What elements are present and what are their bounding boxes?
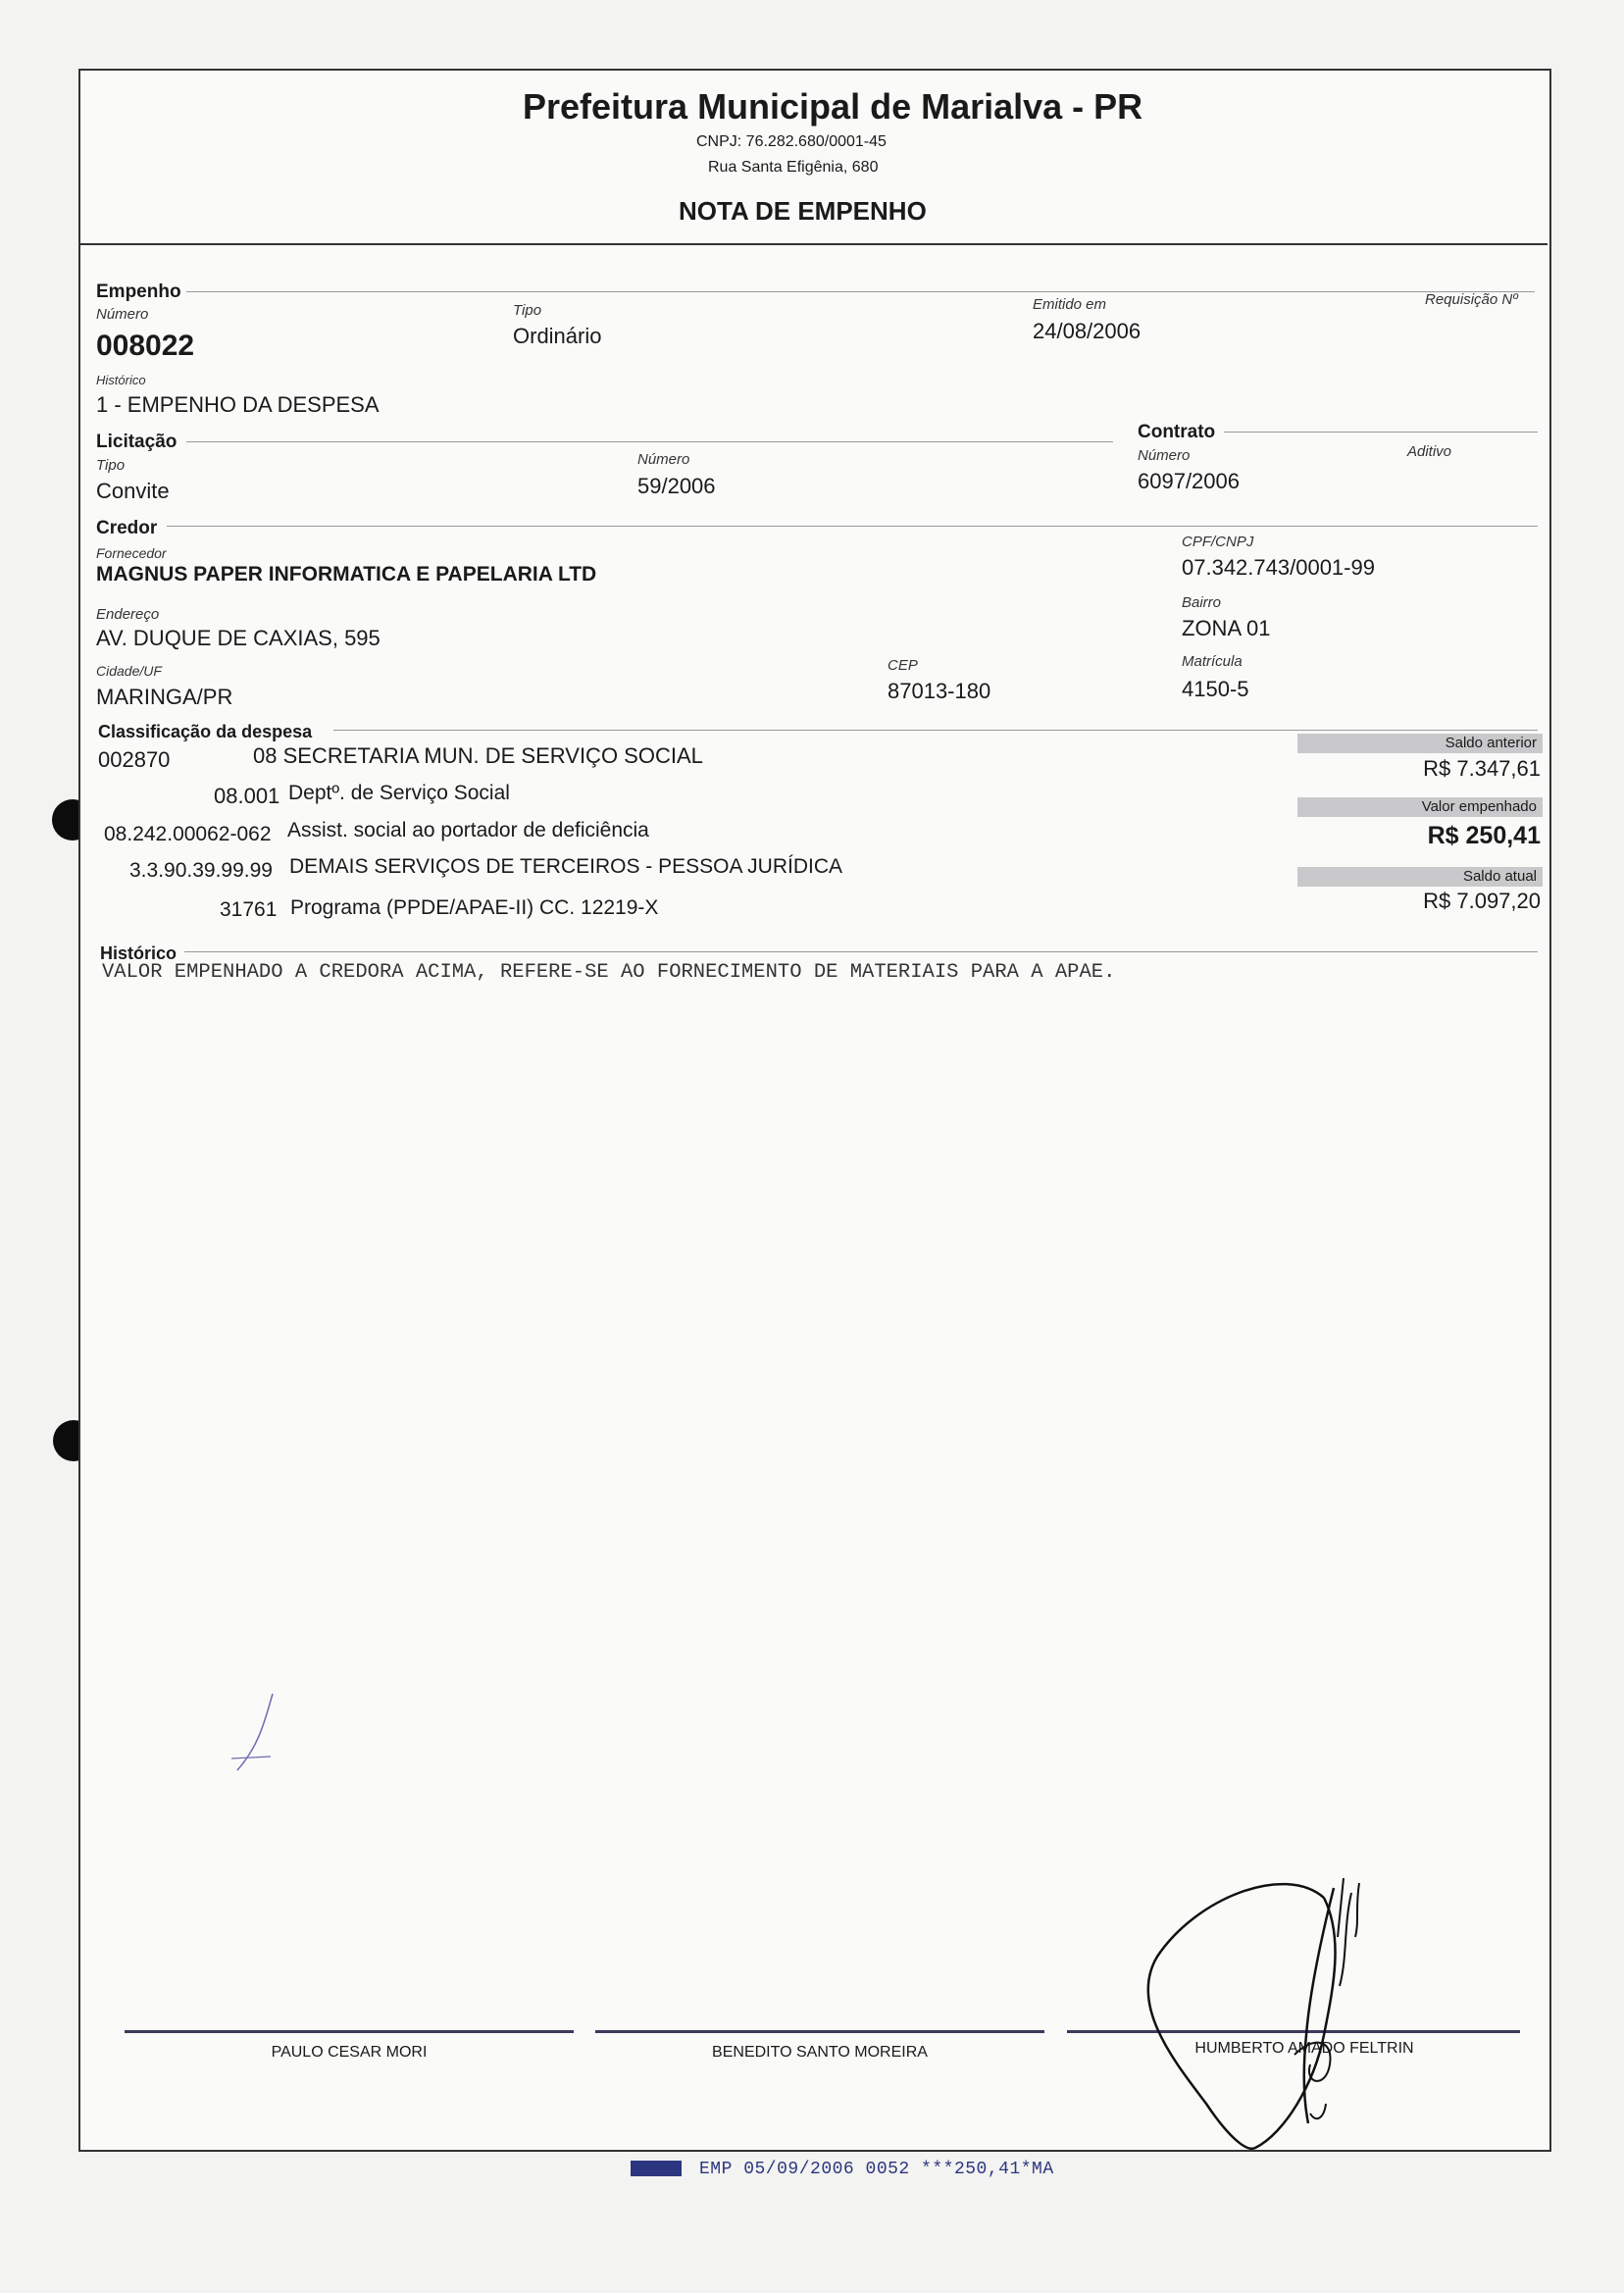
matricula-label: Matrícula: [1182, 653, 1243, 670]
endereco-label: Endereço: [96, 606, 160, 623]
licitacao-tipo-label: Tipo: [96, 457, 126, 474]
contrato-numero-label: Número: [1138, 447, 1191, 464]
endereco-value: AV. DUQUE DE CAXIAS, 595: [96, 626, 381, 650]
empenho-rule: [186, 291, 1535, 292]
licitacao-section-title: Licitação: [96, 432, 178, 452]
header-divider: [80, 243, 1548, 245]
classificacao-code-1: 002870: [98, 747, 171, 772]
valor-empenhado-value: R$ 250,41: [1427, 822, 1541, 849]
classificacao-section-title: Classificação da despesa: [98, 722, 313, 741]
pen-mark: [226, 1692, 284, 1780]
historico-rule: [184, 951, 1538, 952]
contrato-rule: [1224, 432, 1538, 433]
stamp-logo: [631, 2161, 682, 2176]
cnpj-line: CNPJ: 76.282.680/0001-45: [696, 133, 887, 150]
cep-value: 87013-180: [888, 679, 991, 703]
bairro-value: ZONA 01: [1182, 616, 1271, 640]
licitacao-numero-label: Número: [637, 451, 690, 468]
contrato-section-title: Contrato: [1138, 422, 1216, 442]
cpf-value: 07.342.743/0001-99: [1182, 555, 1375, 580]
classificacao-desc-1: 08 SECRETARIA MUN. DE SERVIÇO SOCIAL: [253, 743, 703, 768]
classificacao-desc-4: DEMAIS SERVIÇOS DE TERCEIROS - PESSOA JURÍDICA: [289, 855, 843, 878]
signature-name-1: PAULO CESAR MORI: [271, 2044, 428, 2061]
document-title: NOTA DE EMPENHO: [679, 196, 927, 226]
cidade-value: MARINGA/PR: [96, 685, 233, 709]
classificacao-code-3: 08.242.00062-062: [104, 823, 272, 845]
bairro-label: Bairro: [1182, 594, 1222, 611]
signature-line-1: [125, 2030, 574, 2033]
signature-name-2: BENEDITO SANTO MOREIRA: [712, 2044, 928, 2061]
empenho-tipo-label: Tipo: [513, 302, 542, 319]
page-title: Prefeitura Municipal de Marialva - PR: [523, 86, 1143, 127]
classificacao-code-4: 3.3.90.39.99.99: [129, 859, 273, 882]
empenho-numero: 008022: [96, 330, 195, 362]
classificacao-desc-3: Assist. social ao portador de deficiência: [287, 819, 649, 841]
cep-label: CEP: [888, 657, 918, 674]
emitido-date: 24/08/2006: [1033, 319, 1142, 343]
saldo-anterior-value: R$ 7.347,61: [1423, 756, 1541, 781]
saldo-anterior-label: Saldo anterior: [1297, 734, 1543, 753]
handwritten-signature: [1138, 1868, 1393, 2163]
licitacao-tipo: Convite: [96, 479, 170, 503]
saldo-atual-value: R$ 7.097,20: [1423, 889, 1541, 913]
empenho-tipo: Ordinário: [513, 324, 602, 348]
fornecedor-label: Fornecedor: [96, 545, 167, 561]
cpf-label: CPF/CNPJ: [1182, 534, 1254, 550]
fornecedor-name: MAGNUS PAPER INFORMATICA E PAPELARIA LTD: [96, 563, 597, 586]
signature-name-3: HUMBERTO AMADO FELTRIN: [1194, 2040, 1414, 2057]
historico-section-title: Histórico: [100, 943, 178, 963]
empenho-historico-label: Histórico: [96, 373, 146, 387]
classificacao-desc-5: Programa (PPDE/APAE-II) CC. 12219-X: [290, 896, 659, 919]
empenho-historico: 1 - EMPENHO DA DESPESA: [96, 392, 380, 417]
empenho-section-title: Empenho: [96, 281, 181, 302]
address-line: Rua Santa Efigênia, 680: [708, 159, 879, 176]
valor-empenhado-label: Valor empenhado: [1297, 797, 1543, 817]
credor-section-title: Credor: [96, 518, 158, 538]
signature-line-2: [595, 2030, 1044, 2033]
emitido-label: Emitido em: [1033, 296, 1107, 313]
matricula-value: 4150-5: [1182, 677, 1249, 701]
licitacao-rule: [186, 441, 1113, 442]
credor-rule: [167, 526, 1538, 527]
stamp-text: EMP 05/09/2006 0052 ***250,41*MA: [699, 2160, 1054, 2179]
aditivo-label: Aditivo: [1407, 443, 1452, 460]
licitacao-numero: 59/2006: [637, 474, 716, 498]
historico-text: VALOR EMPENHADO A CREDORA ACIMA, REFERE-SE AO FORNECIMENTO DE MATERIAIS PARA A APAE.: [102, 961, 1116, 984]
contrato-numero: 6097/2006: [1138, 469, 1240, 493]
classificacao-code-2: 08.001: [214, 784, 280, 808]
mechanical-stamp: [631, 2160, 1054, 2179]
classificacao-rule: [333, 730, 1538, 731]
classificacao-desc-2: Deptº. de Serviço Social: [288, 782, 510, 804]
empenho-numero-label: Número: [96, 306, 149, 323]
document-frame: [78, 69, 1551, 2152]
classificacao-code-5: 31761: [220, 898, 278, 921]
saldo-atual-label: Saldo atual: [1297, 867, 1543, 887]
cidade-label: Cidade/UF: [96, 663, 162, 679]
requisicao-label: Requisição Nº: [1425, 291, 1518, 308]
